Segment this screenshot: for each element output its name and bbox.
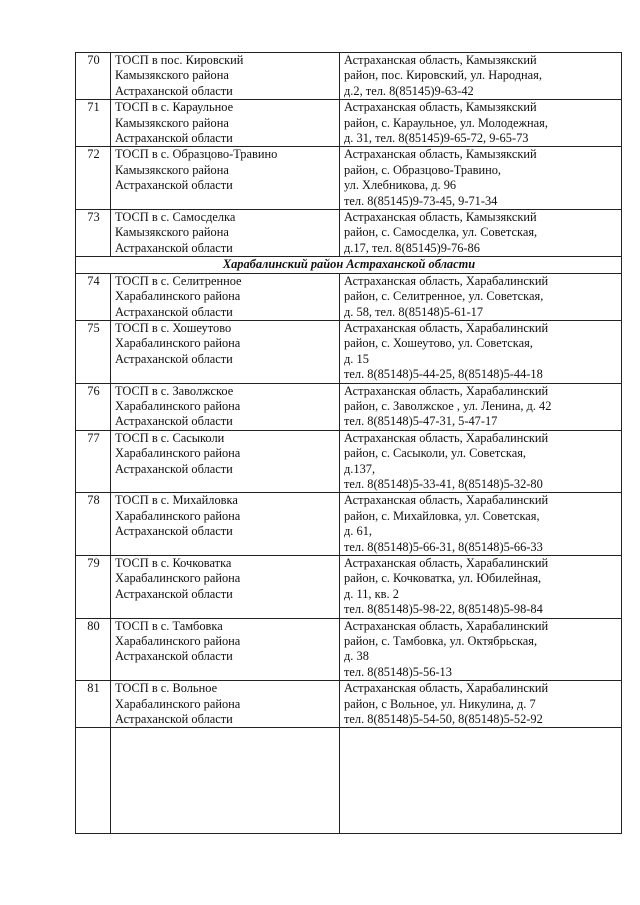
address-line: район, с. Михайловка, ул. Советская, bbox=[344, 508, 540, 523]
office-name-cell bbox=[111, 383, 340, 430]
office-name-line: ТОСП в с. Заволжское bbox=[115, 383, 234, 398]
address-line: тел. 8(85148)5-56-13 bbox=[344, 664, 452, 679]
office-name-cell bbox=[111, 273, 340, 320]
address-line: Астраханская область, Харабалинский bbox=[344, 618, 549, 633]
address-line: тел. 8(85148)5-33-41, 8(85148)5-32-80 bbox=[344, 476, 543, 491]
address-line: тел. 8(85148)5-47-31, 5-47-17 bbox=[344, 414, 498, 429]
address-line: д.137, bbox=[344, 461, 376, 476]
office-name-line: Астраханской области bbox=[115, 351, 233, 366]
office-name-line: Астраханской области bbox=[115, 178, 233, 193]
address-cell bbox=[340, 147, 622, 210]
address-line: тел. 8(85148)5-54-50, 8(85148)5-52-92 bbox=[344, 712, 543, 727]
table-row bbox=[76, 618, 622, 681]
address-line: д. 61, bbox=[344, 524, 372, 539]
address-cell bbox=[340, 383, 622, 430]
address-line: д. 58, тел. 8(85148)5-61-17 bbox=[344, 304, 484, 319]
office-name-line: ТОСП в с. Тамбовка bbox=[115, 618, 223, 633]
address-line: Астраханская область, Харабалинский bbox=[344, 273, 549, 288]
address-line: тел. 8(85145)9-73-45, 9-71-34 bbox=[344, 193, 498, 208]
blank-cell bbox=[340, 728, 622, 834]
row-number: 71 bbox=[76, 100, 111, 147]
row-number: 75 bbox=[76, 320, 111, 383]
address-line: Астраханская область, Харабалинский bbox=[344, 320, 549, 335]
office-name-line: Харабалинского района bbox=[115, 398, 241, 413]
office-name-line: Астраханской области bbox=[115, 524, 233, 539]
address-line: д.2, тел. 8(85145)9-63-42 bbox=[344, 83, 474, 98]
address-line: район, с Вольное, ул. Никулина, д. 7 bbox=[344, 696, 536, 711]
address-line: д.17, тел. 8(85145)9-76-86 bbox=[344, 240, 480, 255]
office-name-cell bbox=[111, 147, 340, 210]
office-name-line: ТОСП в с. Кочковатка bbox=[115, 556, 232, 570]
office-name-cell bbox=[111, 100, 340, 147]
office-name-line: Астраханской области bbox=[115, 240, 233, 255]
table-row bbox=[76, 53, 622, 100]
address-line: Астраханская область, Харабалинский bbox=[344, 383, 549, 398]
office-name-line: Харабалинского района bbox=[115, 634, 241, 649]
address-line: район, с. Хошеутово, ул. Советская, bbox=[344, 336, 533, 351]
address-line: Астраханская область, Камызякский bbox=[344, 53, 537, 67]
office-name-cell bbox=[111, 320, 340, 383]
section-header-row bbox=[76, 257, 622, 273]
address-cell bbox=[340, 320, 622, 383]
row-number: 79 bbox=[76, 556, 111, 619]
address-cell bbox=[340, 100, 622, 147]
office-name-line: ТОСП в с. Михайловка bbox=[115, 493, 238, 508]
address-line: район, с. Сасыколи, ул. Советская, bbox=[344, 446, 527, 461]
address-line: район, с. Самосделка, ул. Советская, bbox=[344, 225, 538, 240]
blank-group bbox=[76, 728, 622, 834]
office-name-cell bbox=[111, 681, 340, 728]
office-name-line: ТОСП в с. Хошеутово bbox=[115, 320, 232, 335]
office-name-cell bbox=[111, 618, 340, 681]
rows-top bbox=[76, 53, 622, 257]
address-line: тел. 8(85148)5-66-31, 8(85148)5-66-33 bbox=[344, 539, 543, 554]
address-line: тел. 8(85148)5-98-22, 8(85148)5-98-84 bbox=[344, 602, 543, 617]
office-name-line: ТОСП в с. Сасыколи bbox=[115, 430, 225, 445]
section-header-group bbox=[76, 257, 622, 273]
table-row bbox=[76, 100, 622, 147]
office-name-cell bbox=[111, 430, 340, 493]
address-cell bbox=[340, 210, 622, 257]
blank-cell bbox=[111, 728, 340, 834]
table-row bbox=[76, 681, 622, 728]
office-name-line: ТОСП в с. Караульное bbox=[115, 100, 234, 115]
address-line: тел. 8(85148)5-44-25, 8(85148)5-44-18 bbox=[344, 367, 543, 382]
blank-cell bbox=[76, 728, 111, 834]
row-number: 72 bbox=[76, 147, 111, 210]
office-name-line: ТОСП в пос. Кировский bbox=[115, 53, 244, 67]
office-name-line: ТОСП в с. Образцово-Травино bbox=[115, 147, 278, 162]
address-line: ул. Хлебникова, д. 96 bbox=[344, 178, 457, 193]
office-name-line: Харабалинского района bbox=[115, 696, 241, 711]
office-address-table bbox=[75, 52, 622, 834]
address-line: Астраханская область, Харабалинский bbox=[344, 556, 549, 570]
table-row bbox=[76, 556, 622, 619]
office-name-cell bbox=[111, 493, 340, 556]
table-row bbox=[76, 493, 622, 556]
address-line: Астраханская область, Харабалинский bbox=[344, 681, 549, 696]
office-name-line: Камызякского района bbox=[115, 115, 229, 130]
address-cell bbox=[340, 430, 622, 493]
address-line: Астраханская область, Камызякский bbox=[344, 100, 537, 115]
section-title: Харабалинский район Астраханской области bbox=[76, 257, 622, 273]
office-name-line: Харабалинского района bbox=[115, 446, 241, 461]
office-name-line: Астраханской области bbox=[115, 414, 233, 429]
address-line: д. 38 bbox=[344, 649, 369, 664]
office-name-cell bbox=[111, 210, 340, 257]
address-line: д. 31, тел. 8(85145)9-65-72, 9-65-73 bbox=[344, 131, 529, 146]
address-cell bbox=[340, 681, 622, 728]
address-line: д. 11, кв. 2 bbox=[344, 586, 399, 601]
office-name-line: Астраханской области bbox=[115, 586, 233, 601]
row-number: 78 bbox=[76, 493, 111, 556]
office-name-line: Камызякского района bbox=[115, 225, 229, 240]
row-number: 74 bbox=[76, 273, 111, 320]
row-number: 73 bbox=[76, 210, 111, 257]
office-name-cell bbox=[111, 53, 340, 100]
table-row bbox=[76, 430, 622, 493]
table-row bbox=[76, 383, 622, 430]
address-line: д. 15 bbox=[344, 351, 369, 366]
table-row bbox=[76, 147, 622, 210]
rows-bottom bbox=[76, 273, 622, 728]
row-number: 77 bbox=[76, 430, 111, 493]
office-name-line: Астраханской области bbox=[115, 712, 233, 727]
row-number: 70 bbox=[76, 53, 111, 100]
address-line: район, с. Кочковатка, ул. Юбилейная, bbox=[344, 571, 542, 586]
address-cell bbox=[340, 618, 622, 681]
office-name-line: Камызякского района bbox=[115, 68, 229, 83]
row-number: 80 bbox=[76, 618, 111, 681]
office-name-line: Астраханской области bbox=[115, 131, 233, 146]
office-name-line: Камызякского района bbox=[115, 162, 229, 177]
office-name-line: Астраханской области bbox=[115, 304, 233, 319]
table-row bbox=[76, 210, 622, 257]
office-name-line: Астраханской области bbox=[115, 461, 233, 476]
address-line: Астраханская область, Харабалинский bbox=[344, 493, 549, 508]
office-name-line: ТОСП в с. Вольное bbox=[115, 681, 218, 696]
address-cell bbox=[340, 493, 622, 556]
office-name-cell bbox=[111, 556, 340, 619]
office-name-line: ТОСП в с. Селитренное bbox=[115, 273, 242, 288]
office-name-line: Астраханской области bbox=[115, 649, 233, 664]
address-cell bbox=[340, 53, 622, 100]
office-name-line: Харабалинского района bbox=[115, 289, 241, 304]
office-name-line: Харабалинского района bbox=[115, 571, 241, 586]
address-line: район, с. Образцово-Травино, bbox=[344, 162, 501, 177]
row-number: 81 bbox=[76, 681, 111, 728]
table-row bbox=[76, 320, 622, 383]
office-name-line: ТОСП в с. Самосделка bbox=[115, 210, 236, 225]
blank-row bbox=[76, 728, 622, 834]
address-line: район, пос. Кировский, ул. Народная, bbox=[344, 68, 542, 83]
address-line: район, с. Заволжское , ул. Ленина, д. 42 bbox=[344, 398, 552, 413]
office-name-line: Астраханской области bbox=[115, 83, 233, 98]
address-line: Астраханская область, Камызякский bbox=[344, 210, 537, 225]
address-line: Астраханская область, Камызякский bbox=[344, 147, 537, 162]
address-cell bbox=[340, 273, 622, 320]
address-cell bbox=[340, 556, 622, 619]
table-row bbox=[76, 273, 622, 320]
office-name-line: Харабалинского района bbox=[115, 336, 241, 351]
row-number: 76 bbox=[76, 383, 111, 430]
office-name-line: Харабалинского района bbox=[115, 508, 241, 523]
address-line: район, с. Селитренное, ул. Советская, bbox=[344, 289, 544, 304]
address-line: Астраханская область, Харабалинский bbox=[344, 430, 549, 445]
address-line: район, с. Тамбовка, ул. Октябрьская, bbox=[344, 634, 538, 649]
address-line: район, с. Караульное, ул. Молодежная, bbox=[344, 115, 548, 130]
